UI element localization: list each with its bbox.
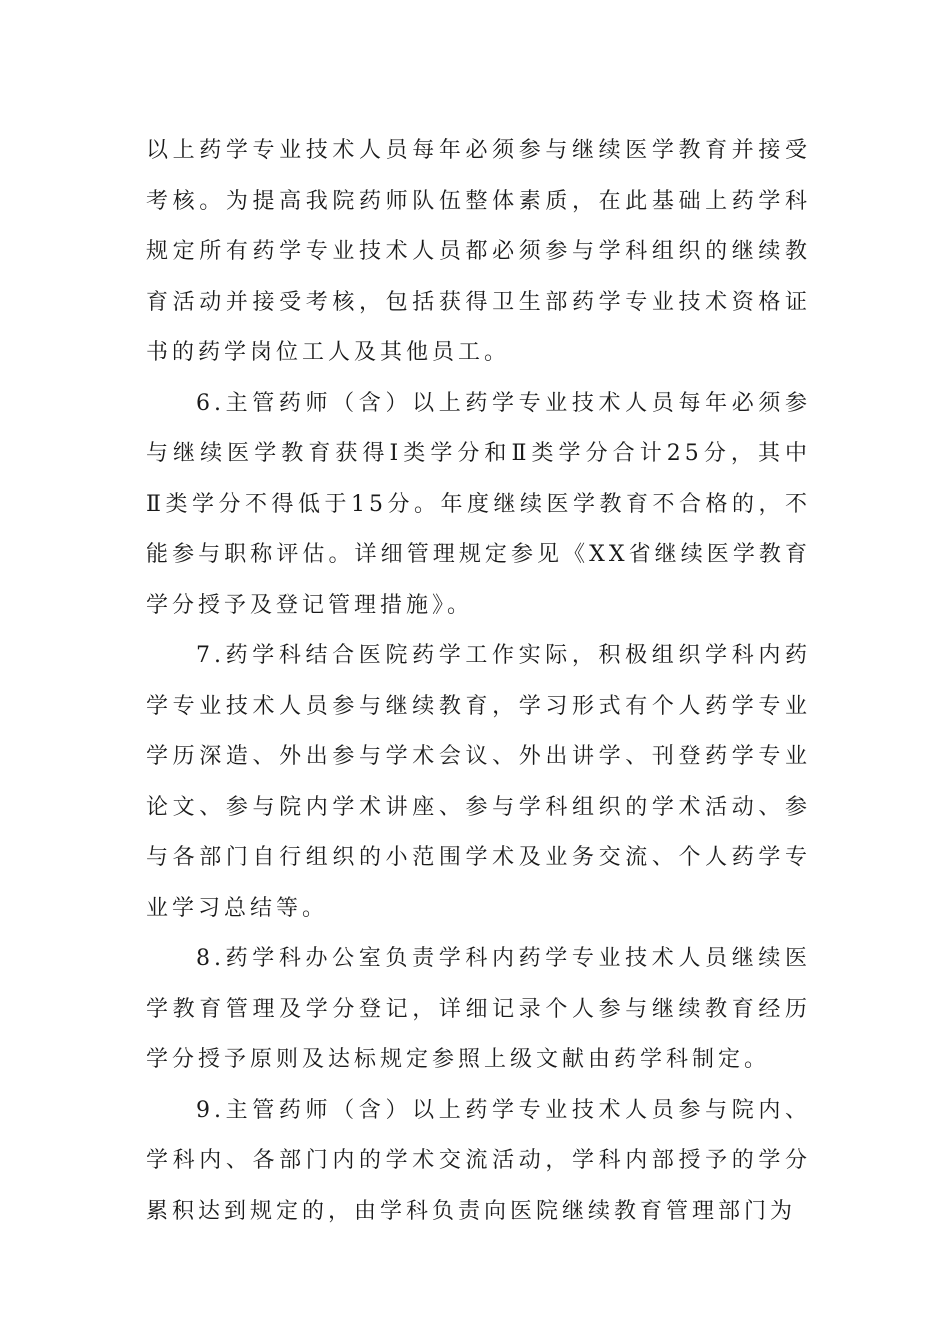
- text-line: 书的药学岗位工人及其他员工。: [146, 340, 511, 365]
- text-line: 8.药学科办公室负责学科内药学专业技术人员继续医: [196, 946, 811, 971]
- document-body: [146, 126, 811, 1237]
- paragraph: [146, 934, 811, 1086]
- text-line: 以上药学专业技术人员每年必须参与继续医学教育并接受: [146, 138, 811, 163]
- text-line: 能参与职称评估。详细管理规定参见《XX省继续医学教育: [146, 542, 811, 567]
- text-line: 论文、参与院内学术讲座、参与学科组织的学术活动、参: [146, 794, 811, 820]
- text-line: 6.主管药师（含）以上药学专业技术人员每年必须参: [196, 390, 811, 416]
- text-line: 考核。为提高我院药师队伍整体素质，在此基础上药学科: [146, 188, 811, 214]
- text-line: 7.药学科结合医院药学工作实际，积极组织学科内药: [196, 643, 811, 668]
- text-line: 累积达到规定的，由学科负责向医院继续教育管理部门为: [146, 1198, 797, 1224]
- text-line: 9.主管药师（含）以上药学专业技术人员参与院内、: [196, 1097, 811, 1123]
- text-line: 学分授予原则及达标规定参照上级文献由药学科制定。: [146, 1047, 771, 1072]
- text-line: 学专业技术人员参与继续教育，学习形式有个人药学专业: [146, 693, 811, 719]
- text-line: 学教育管理及学分登记，详细记录个人参与继续教育经历: [146, 996, 811, 1022]
- text-line: 育活动并接受考核，包括获得卫生部药学专业技术资格证: [146, 289, 811, 315]
- text-line: 业学习总结等。: [146, 895, 329, 921]
- paragraph: [146, 126, 811, 379]
- text-line: 与继续医学教育获得Ⅰ类学分和Ⅱ类学分合计25分，其中: [146, 441, 811, 466]
- text-line: 规定所有药学专业技术人员都必须参与学科组织的继续教: [146, 239, 811, 264]
- paragraph: [146, 1086, 811, 1238]
- text-line: 与各部门自行组织的小范围学术及业务交流、个人药学专: [146, 845, 811, 870]
- text-line: 学科内、各部门内的学术交流活动，学科内部授予的学分: [146, 1148, 811, 1173]
- text-line: 学历深造、外出参与学术会议、外出讲学、刊登药学专业: [146, 744, 811, 769]
- paragraph: [146, 631, 811, 934]
- paragraph: [146, 379, 811, 632]
- text-line: Ⅱ类学分不得低于15分。年度继续医学教育不合格的，不: [146, 491, 811, 517]
- text-line: 学分授予及登记管理措施》。: [146, 592, 474, 618]
